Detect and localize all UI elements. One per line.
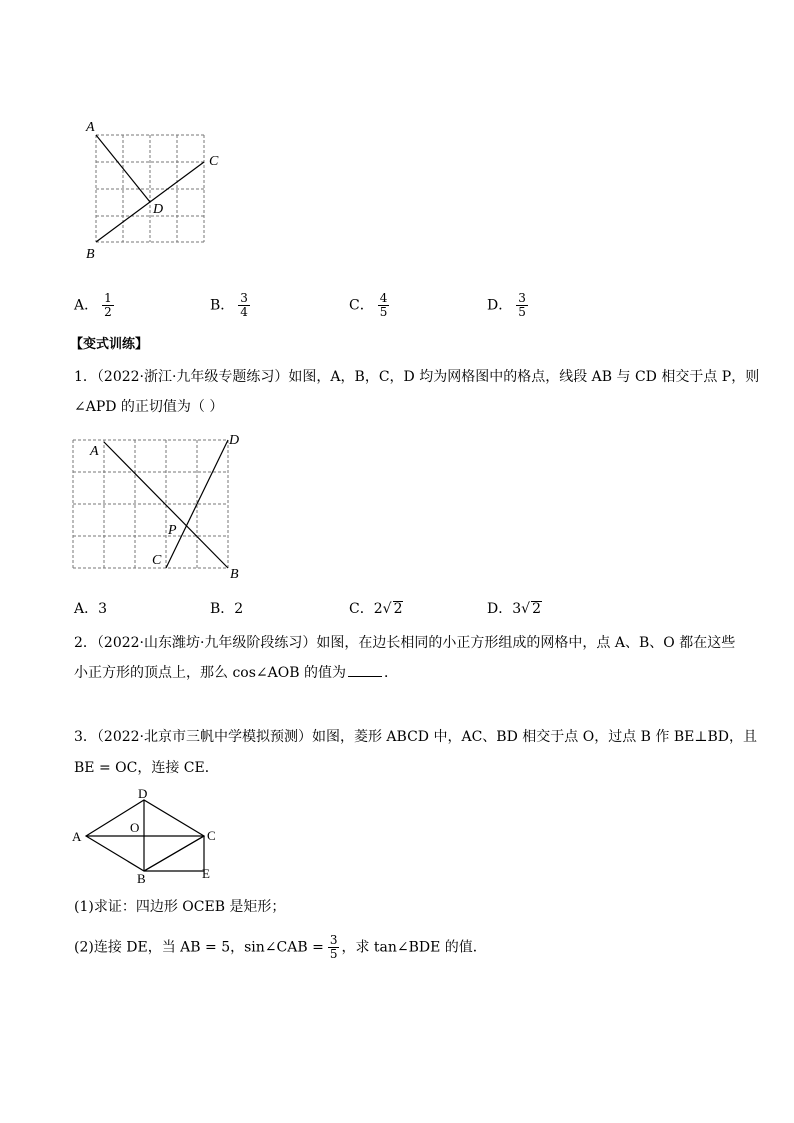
figure-grid-2 [60, 428, 260, 588]
fig2-label-b: B [230, 567, 239, 582]
fig3-label-o: O [130, 820, 140, 835]
figure-rhombus [68, 782, 228, 887]
option-d-prev[interactable]: D． $\frac{3}{5}$ [487, 291, 526, 319]
fig3-label-b: B [137, 871, 146, 886]
fig1-label-b: B [86, 247, 95, 262]
q3-part1: (1)求证：四边形 OCEB 是矩形； [74, 899, 286, 915]
fig1-label-d: D [153, 202, 164, 217]
fig3-label-e: E [202, 866, 210, 881]
section-title: 【变式训练】 [70, 337, 149, 352]
fig3-label-d: D [138, 786, 148, 801]
fig2-label-c: C [152, 553, 162, 568]
q2-line2: 小正方形的顶点上，那么 cos∠AOB 的值为 ． [74, 665, 398, 681]
fig2-label-a: A [90, 444, 99, 459]
radical-icon: √ [521, 601, 531, 617]
option-c-prev[interactable]: C． $\frac{4}{5}$ [349, 291, 388, 319]
q2-line1: 2．（2022·山东潍坊·九年级阶段练习）如图，在边长相同的小正方形组成的网格中，点 A、B、O 都在这些 [74, 635, 736, 651]
q3-part2: (2)连接 DE，当 AB = 5，sin∠CAB = $\frac{3}{5}$ ，求 tan∠BDE 的值． [74, 933, 487, 961]
option-a-prev[interactable]: A． $\frac{1}{2}$ [74, 291, 112, 319]
figure-grid-1 [80, 115, 230, 265]
q1-option-b[interactable]: B．2 [210, 601, 244, 617]
q3-line1: 3．（2022·北京市三帆中学模拟预测）如图，菱形 ABCD 中，AC、BD 相交于点 O，过点 B 作 BE⊥BD，且 [74, 729, 758, 745]
fig2-label-p: P [168, 523, 177, 538]
fig1-label-c: C [209, 154, 219, 169]
q1-option-c[interactable]: C．2√ 2 [349, 601, 403, 617]
q1-line1: 1．（2022·浙江·九年级专题练习）如图，A，B，C，D 均为网格图中的格点，线段 AB 与 CD 相交于点 P，则 [74, 369, 760, 385]
q3-line2: BE = OC，连接 CE． [74, 760, 219, 776]
q1-option-a[interactable]: A．3 [74, 601, 108, 617]
q1-line2: ∠APD 的正切值为（ ） [74, 399, 224, 415]
fig1-label-a: A [86, 120, 95, 135]
answer-blank[interactable] [348, 664, 382, 677]
radical-icon: √ [382, 601, 392, 617]
q1-option-d[interactable]: D．3√ 2 [487, 601, 541, 617]
fig3-label-a: A [72, 829, 82, 844]
option-b-prev[interactable]: B． $\frac{3}{4}$ [210, 291, 248, 319]
fig3-label-c: C [207, 828, 216, 843]
fig2-label-d: D [229, 433, 240, 448]
